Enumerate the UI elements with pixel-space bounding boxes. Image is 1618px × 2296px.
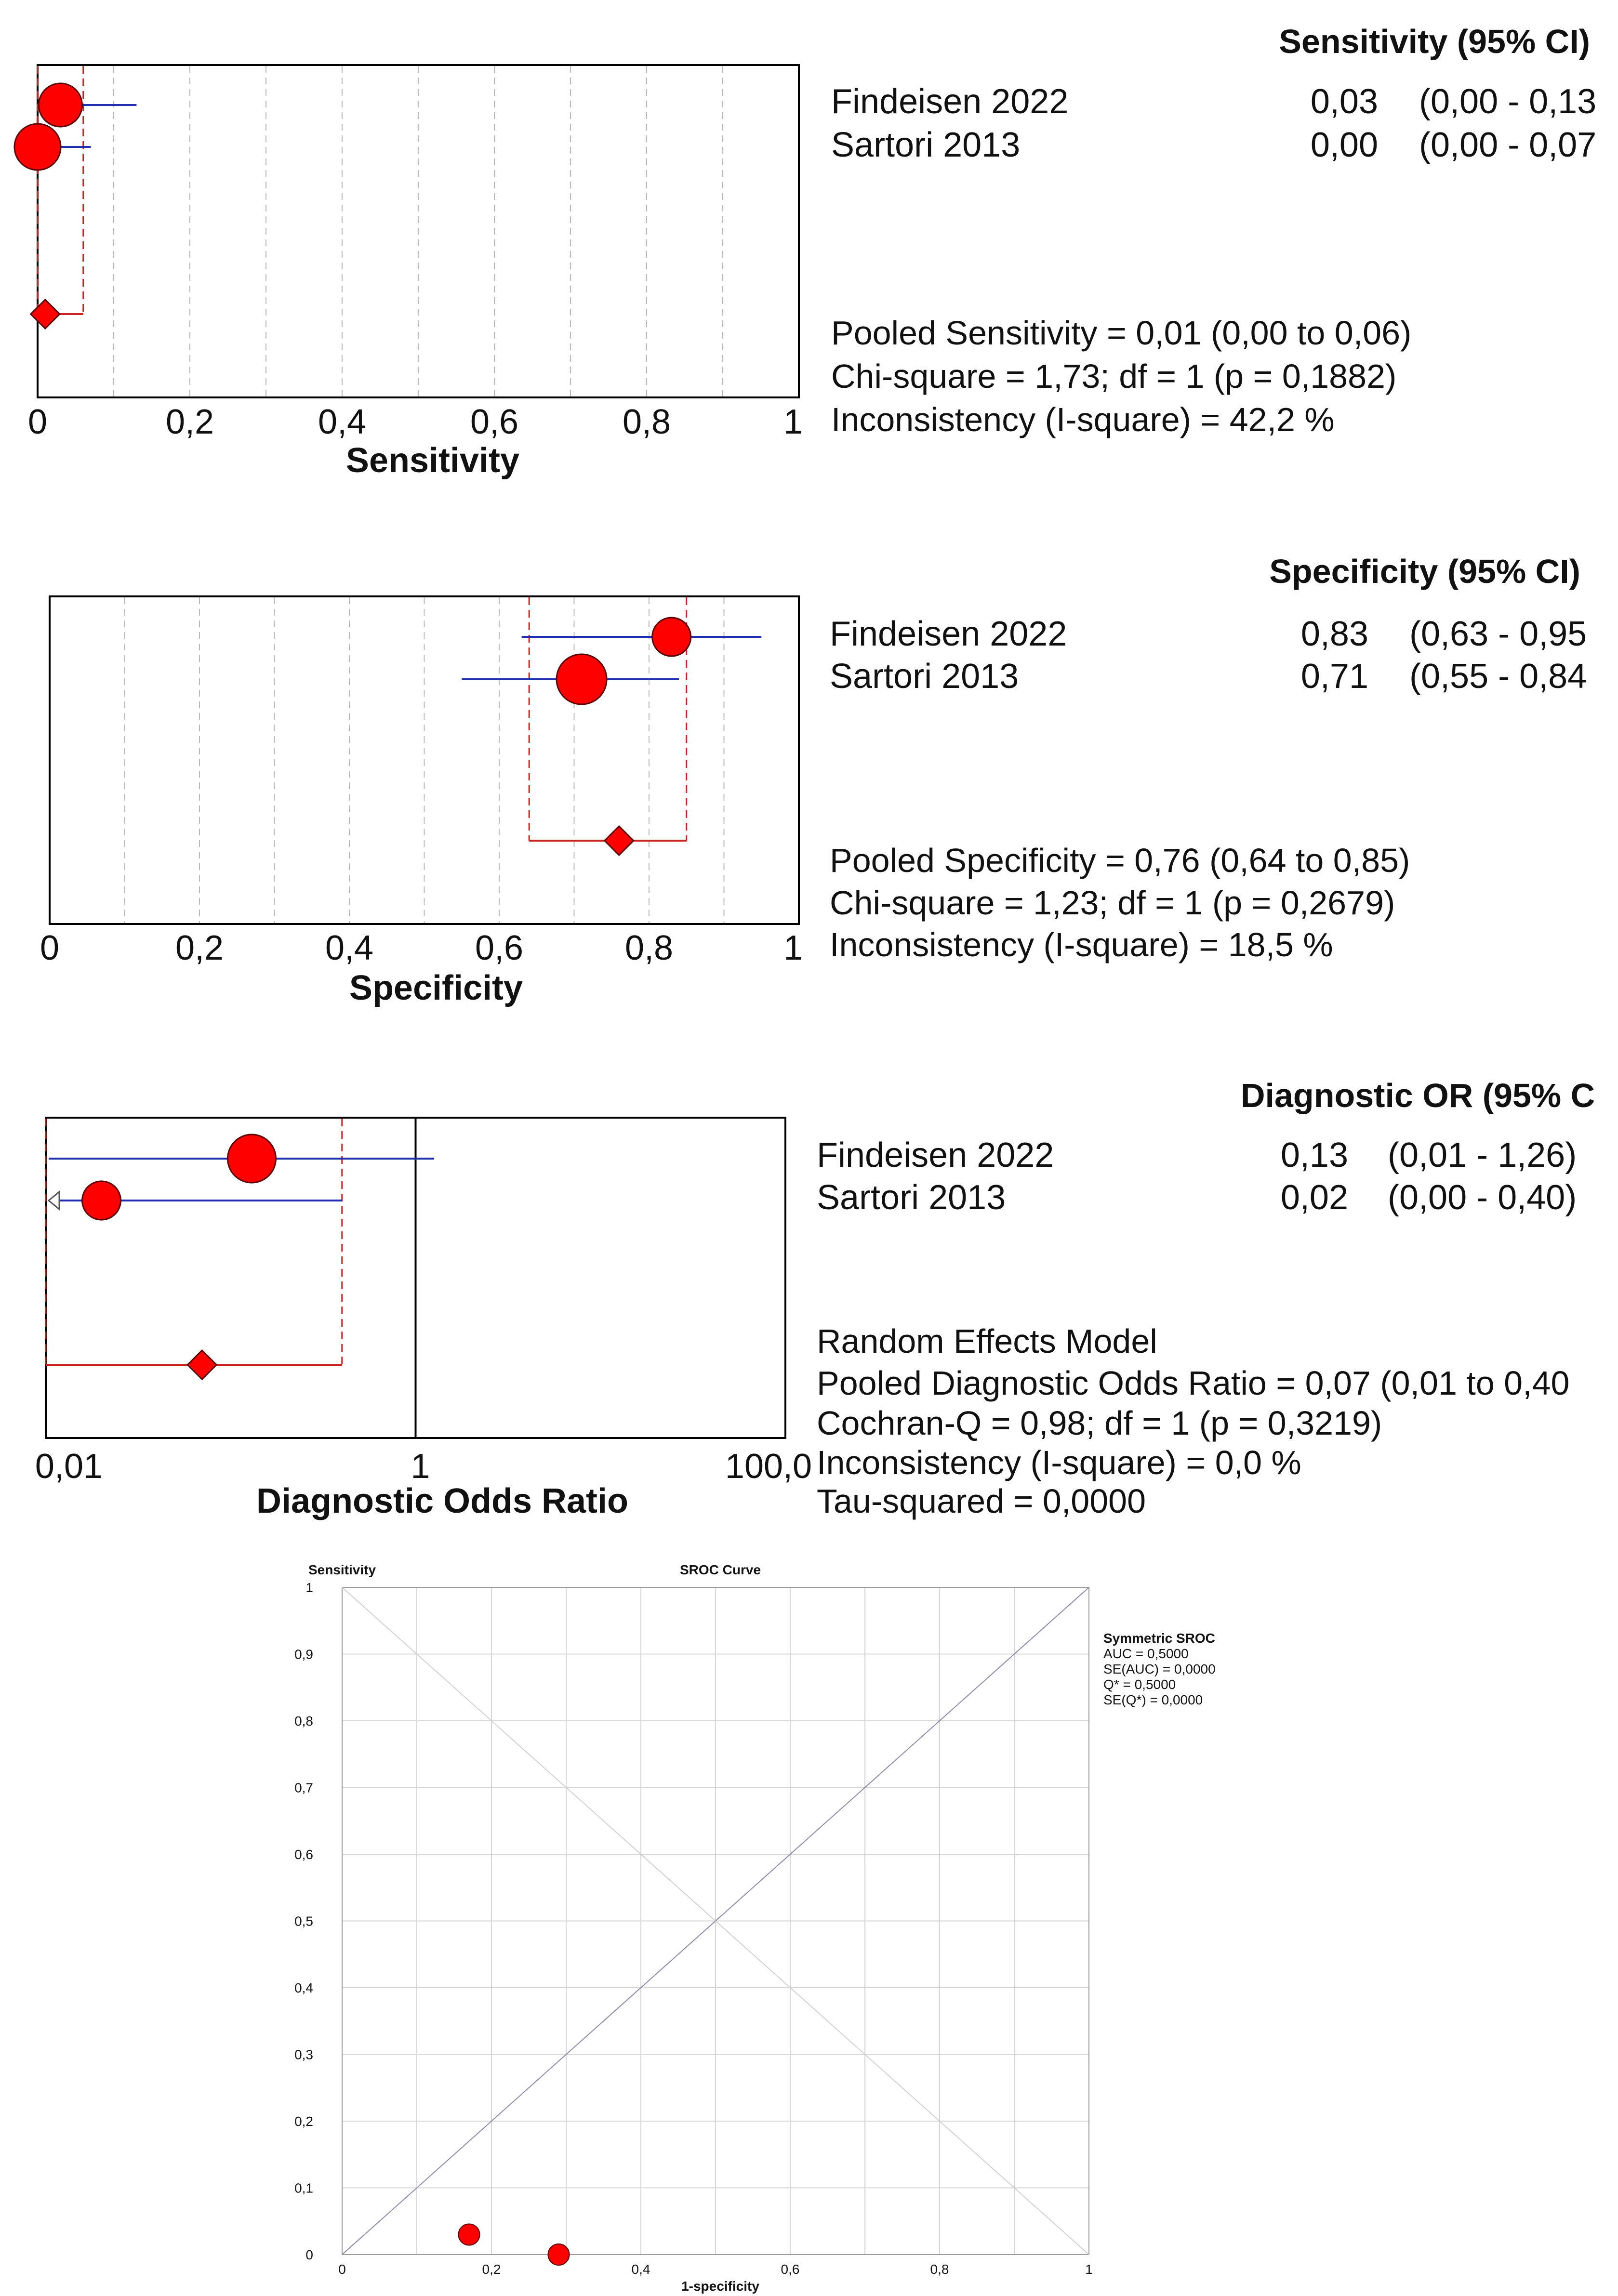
study-name: Sartori 2013 <box>831 126 1021 164</box>
legend-line: SE(Q*) = 0,0000 <box>1103 1692 1203 1707</box>
stat-line: Random Effects Model <box>817 1322 1157 1360</box>
x-tick-label: 1 <box>783 929 803 967</box>
study-ci: (0,00 - 0,40) <box>1388 1178 1577 1217</box>
y-tick-label: 0,5 <box>294 1913 313 1929</box>
x-axis-label: Sensitivity <box>345 441 520 480</box>
study-point-estimate <box>39 83 82 127</box>
study-ci: (0,01 - 1,26) <box>1388 1136 1577 1174</box>
x-tick-label: 0,2 <box>165 403 214 441</box>
column-header: Sensitivity (95% CI) <box>1279 23 1590 60</box>
study-estimate: 0,02 <box>1280 1178 1348 1217</box>
study-ci: (0,55 - 0,84 <box>1409 657 1587 696</box>
x-tick-label: 0,2 <box>175 929 224 967</box>
y-tick-label: 1 <box>305 1580 313 1595</box>
tick-labels <box>294 1580 1093 2277</box>
column-header: Diagnostic OR (95% C <box>1241 1077 1595 1114</box>
study-estimate: 0,03 <box>1310 82 1378 121</box>
study-ci: (0,00 - 0,13 <box>1419 82 1597 121</box>
y-tick-label: 0,4 <box>294 1980 313 1995</box>
stat-line: Cochran-Q = 0,98; df = 1 (p = 0,3219) <box>817 1404 1382 1442</box>
sroc-curve-plot <box>294 1562 1216 2294</box>
x-tick-label: 0,6 <box>781 2262 800 2277</box>
x-tick-labels <box>40 929 803 967</box>
sensitivity-forest-plot <box>14 23 1596 480</box>
study-ci: (0,00 - 0,07 <box>1419 126 1597 164</box>
sroc-legend <box>1103 1631 1216 1707</box>
x-tick-label: 0 <box>27 403 48 441</box>
study-name: Sartori 2013 <box>817 1178 1006 1217</box>
study-point <box>459 2224 480 2245</box>
study-point-estimate <box>227 1135 276 1183</box>
x-tick-label: 0,4 <box>325 929 374 967</box>
ci-truncation-arrow <box>49 1192 59 1209</box>
pooled-estimate-diamond <box>187 1350 216 1379</box>
study-point-estimate <box>14 124 61 170</box>
x-tick-label: 1 <box>1085 2262 1093 2277</box>
y-axis-label: Sensitivity <box>308 1562 376 1577</box>
study-point-estimate <box>652 618 691 656</box>
x-axis-label: Specificity <box>349 969 523 1007</box>
x-tick-labels <box>28 403 803 441</box>
x-tick-label: 0,8 <box>930 2262 949 2277</box>
column-header: Specificity (95% CI) <box>1269 553 1580 590</box>
study-point-estimate <box>82 1181 121 1220</box>
legend-title: Symmetric SROC <box>1103 1631 1215 1646</box>
x-tick-label: 0 <box>338 2262 346 2277</box>
stat-line: Chi-square = 1,23; df = 1 (p = 0,2679) <box>830 884 1395 922</box>
legend-line: AUC = 0,5000 <box>1103 1646 1189 1661</box>
x-tick-labels <box>35 1447 812 1486</box>
x-tick-label: 0,8 <box>622 403 671 441</box>
stat-line: Inconsistency (I-square) = 18,5 % <box>830 926 1333 963</box>
x-tick-label: 0,4 <box>631 2262 650 2277</box>
stat-line: Pooled Specificity = 0,76 (0,64 to 0,85) <box>830 842 1410 879</box>
study-ci: (0,63 - 0,95 <box>1409 615 1587 653</box>
y-tick-label: 0,3 <box>294 2047 313 2062</box>
y-tick-label: 0,2 <box>294 2114 313 2129</box>
study-point-estimate <box>557 654 607 704</box>
legend-line: Q* = 0,5000 <box>1103 1677 1176 1692</box>
study-estimate: 0,00 <box>1310 126 1378 164</box>
y-tick-label: 0,7 <box>294 1780 313 1795</box>
x-axis-label: Diagnostic Odds Ratio <box>256 1482 629 1520</box>
pooled-estimate-diamond <box>31 300 60 329</box>
x-tick-label: 0,4 <box>318 403 367 441</box>
x-axis-label: 1-specificity <box>681 2279 759 2294</box>
stat-line: Chi-square = 1,73; df = 1 (p = 0,1882) <box>831 357 1397 395</box>
y-tick-label: 0 <box>305 2247 313 2262</box>
study-estimate: 0,83 <box>1300 615 1368 653</box>
y-tick-label: 0,6 <box>294 1847 313 1862</box>
study-name: Findeisen 2022 <box>817 1136 1054 1174</box>
stat-line: Tau-squared = 0,0000 <box>817 1482 1146 1520</box>
y-tick-label: 0,9 <box>294 1647 313 1662</box>
x-tick-label: 0,6 <box>475 929 524 967</box>
study-estimate: 0,13 <box>1280 1136 1348 1174</box>
y-tick-label: 0,1 <box>294 2180 313 2196</box>
stat-line: Inconsistency (I-square) = 0,0 % <box>817 1444 1301 1481</box>
study-name: Sartori 2013 <box>830 657 1019 696</box>
x-tick-label: 0 <box>40 929 60 967</box>
x-tick-label: 0,01 <box>35 1447 103 1486</box>
study-name: Findeisen 2022 <box>831 82 1069 121</box>
x-tick-label: 0,2 <box>482 2262 501 2277</box>
x-tick-label: 1 <box>411 1447 430 1486</box>
stat-line: Pooled Sensitivity = 0,01 (0,00 to 0,06) <box>831 314 1412 352</box>
study-estimate: 0,71 <box>1300 657 1368 696</box>
study-name: Findeisen 2022 <box>830 615 1067 653</box>
marks <box>46 1119 434 1379</box>
x-tick-label: 0,6 <box>470 403 519 441</box>
y-tick-label: 0,8 <box>294 1714 313 1729</box>
legend-line: SE(AUC) = 0,0000 <box>1103 1662 1216 1676</box>
x-tick-label: 0,8 <box>624 929 674 967</box>
specificity-forest-plot <box>40 553 1587 1007</box>
gridlines <box>125 597 724 923</box>
pooled-estimate-diamond <box>605 826 634 855</box>
marks <box>14 66 136 329</box>
stat-line: Inconsistency (I-square) = 42,2 % <box>831 401 1335 438</box>
points <box>459 2224 570 2265</box>
dor-forest-plot <box>35 1077 1595 1520</box>
chart-title: SROC Curve <box>679 1562 761 1577</box>
study-point <box>548 2244 570 2265</box>
x-tick-label: 1 <box>783 403 803 441</box>
marks <box>462 597 761 855</box>
stat-line: Pooled Diagnostic Odds Ratio = 0,07 (0,01 to 0,40 <box>817 1364 1570 1402</box>
x-tick-label: 100,0 <box>725 1447 812 1486</box>
gridlines <box>114 66 723 396</box>
